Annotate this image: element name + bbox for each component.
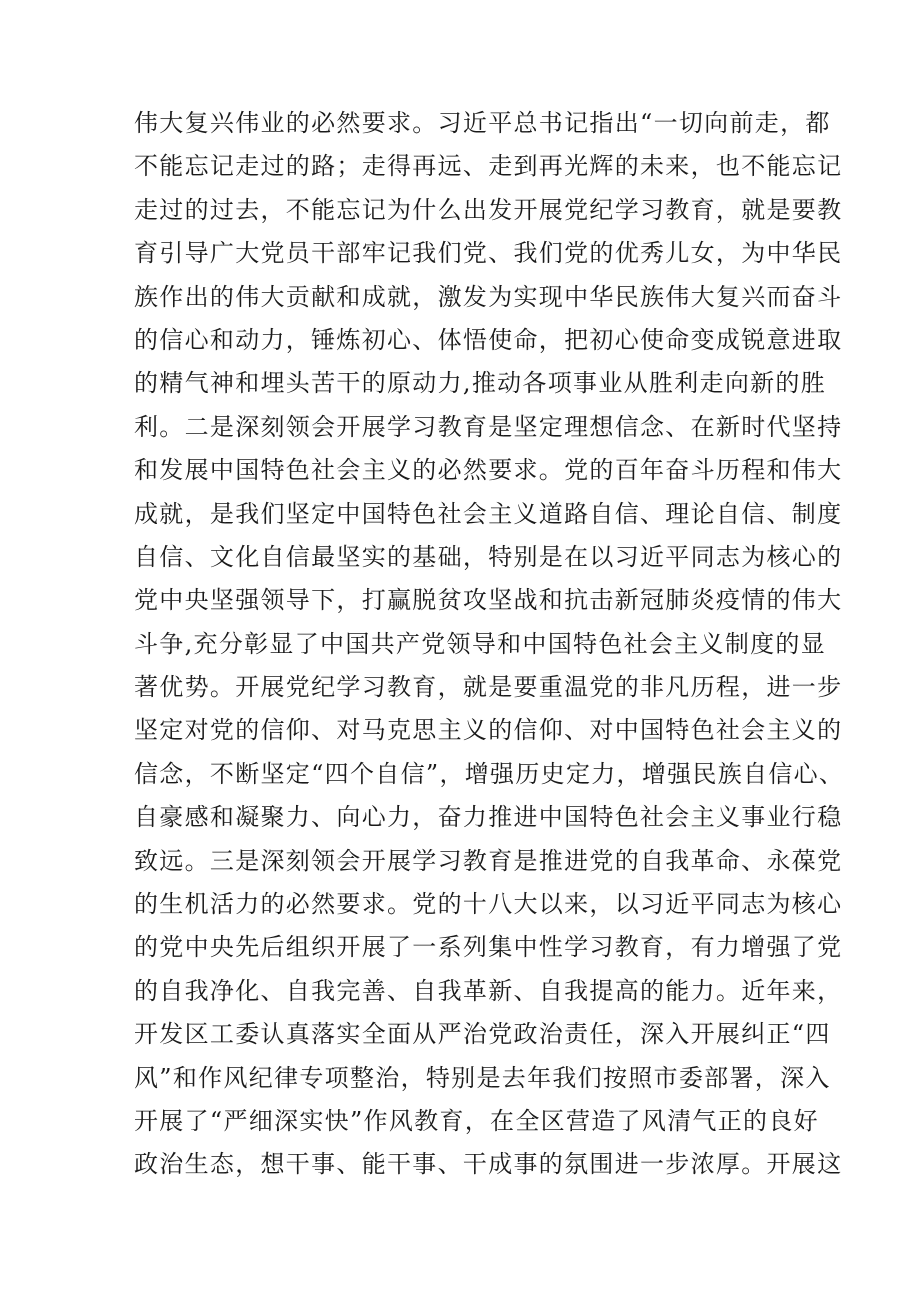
text-line: 开发区工委认真落实全面从严治党政治责任，深入开展纠正“四 — [134, 1020, 831, 1049]
text-line: 不能忘记走过的路；走得再远、走到再光辉的未来，也不能忘记 — [134, 152, 843, 181]
text-line: 著优势。开展党纪学习教育，就是要重温党的非凡历程，进一步 — [134, 673, 843, 702]
text-line: 族作出的伟大贡献和成就，激发为实现中华民族伟大复兴而奋斗 — [134, 282, 843, 311]
text-line: 自豪感和凝聚力、向心力，奋力推进中国特色社会主义事业行稳 — [134, 803, 843, 832]
text-line: 的生机活力的必然要求。党的十八大以来，以习近平同志为核心 — [134, 890, 843, 919]
text-line: 风”和作风纪律专项整治，特别是去年我们按照市委部署，深入 — [134, 1063, 831, 1092]
text-line: 的精气神和埋头苦干的原动力,推动各项事业从胜利走向新的胜 — [134, 369, 827, 398]
text-line: 斗争,充分彰显了中国共产党领导和中国特色社会主义制度的显 — [134, 629, 827, 658]
text-line: 自信、文化自信最坚实的基础，特别是在以习近平同志为核心的 — [134, 542, 843, 571]
text-line: 育引导广大党员干部牢记我们党、我们党的优秀儿女，为中华民 — [134, 239, 843, 268]
text-line: 党中央坚强领导下，打赢脱贫攻坚战和抗击新冠肺炎疫情的伟大 — [134, 586, 843, 615]
text-line: 走过的过去，不能忘记为什么出发开展党纪学习教育，就是要教 — [134, 195, 843, 224]
text-line: 利。二是深刻领会开展学习教育是坚定理想信念、在新时代坚持 — [134, 412, 843, 441]
body-text — [134, 102, 845, 1187]
text-line: 致远。三是深刻领会开展学习教育是推进党的自我革命、永葆党 — [134, 846, 843, 875]
text-line: 政治生态，想干事、能干事、干成事的氛围进一步浓厚。开展这 — [134, 1150, 843, 1179]
text-line: 成就，是我们坚定中国特色社会主义道路自信、理论自信、制度 — [134, 499, 843, 528]
text-line: 和发展中国特色社会主义的必然要求。党的百年奋斗历程和伟大 — [134, 456, 843, 485]
text-line: 伟大复兴伟业的必然要求。习近平总书记指出“一切向前走，都 — [134, 109, 831, 137]
text-line: 的信心和动力，锤炼初心、体悟使命，把初心使命变成锐意进取 — [134, 325, 843, 354]
text-line: 的党中央先后组织开展了一系列集中性学习教育，有力增强了党 — [134, 933, 843, 962]
text-line: 信念，不断坚定“四个自信”，增强历史定力，增强民族自信心、 — [134, 759, 845, 788]
text-line: 坚定对党的信仰、对马克思主义的信仰、对中国特色社会主义的 — [134, 716, 843, 745]
text-line: 开展了“严细深实快”作风教育，在全区营造了风清气正的良好 — [134, 1106, 819, 1135]
text-line: 的自我净化、自我完善、自我革新、自我提高的能力。近年来， — [134, 976, 843, 1005]
